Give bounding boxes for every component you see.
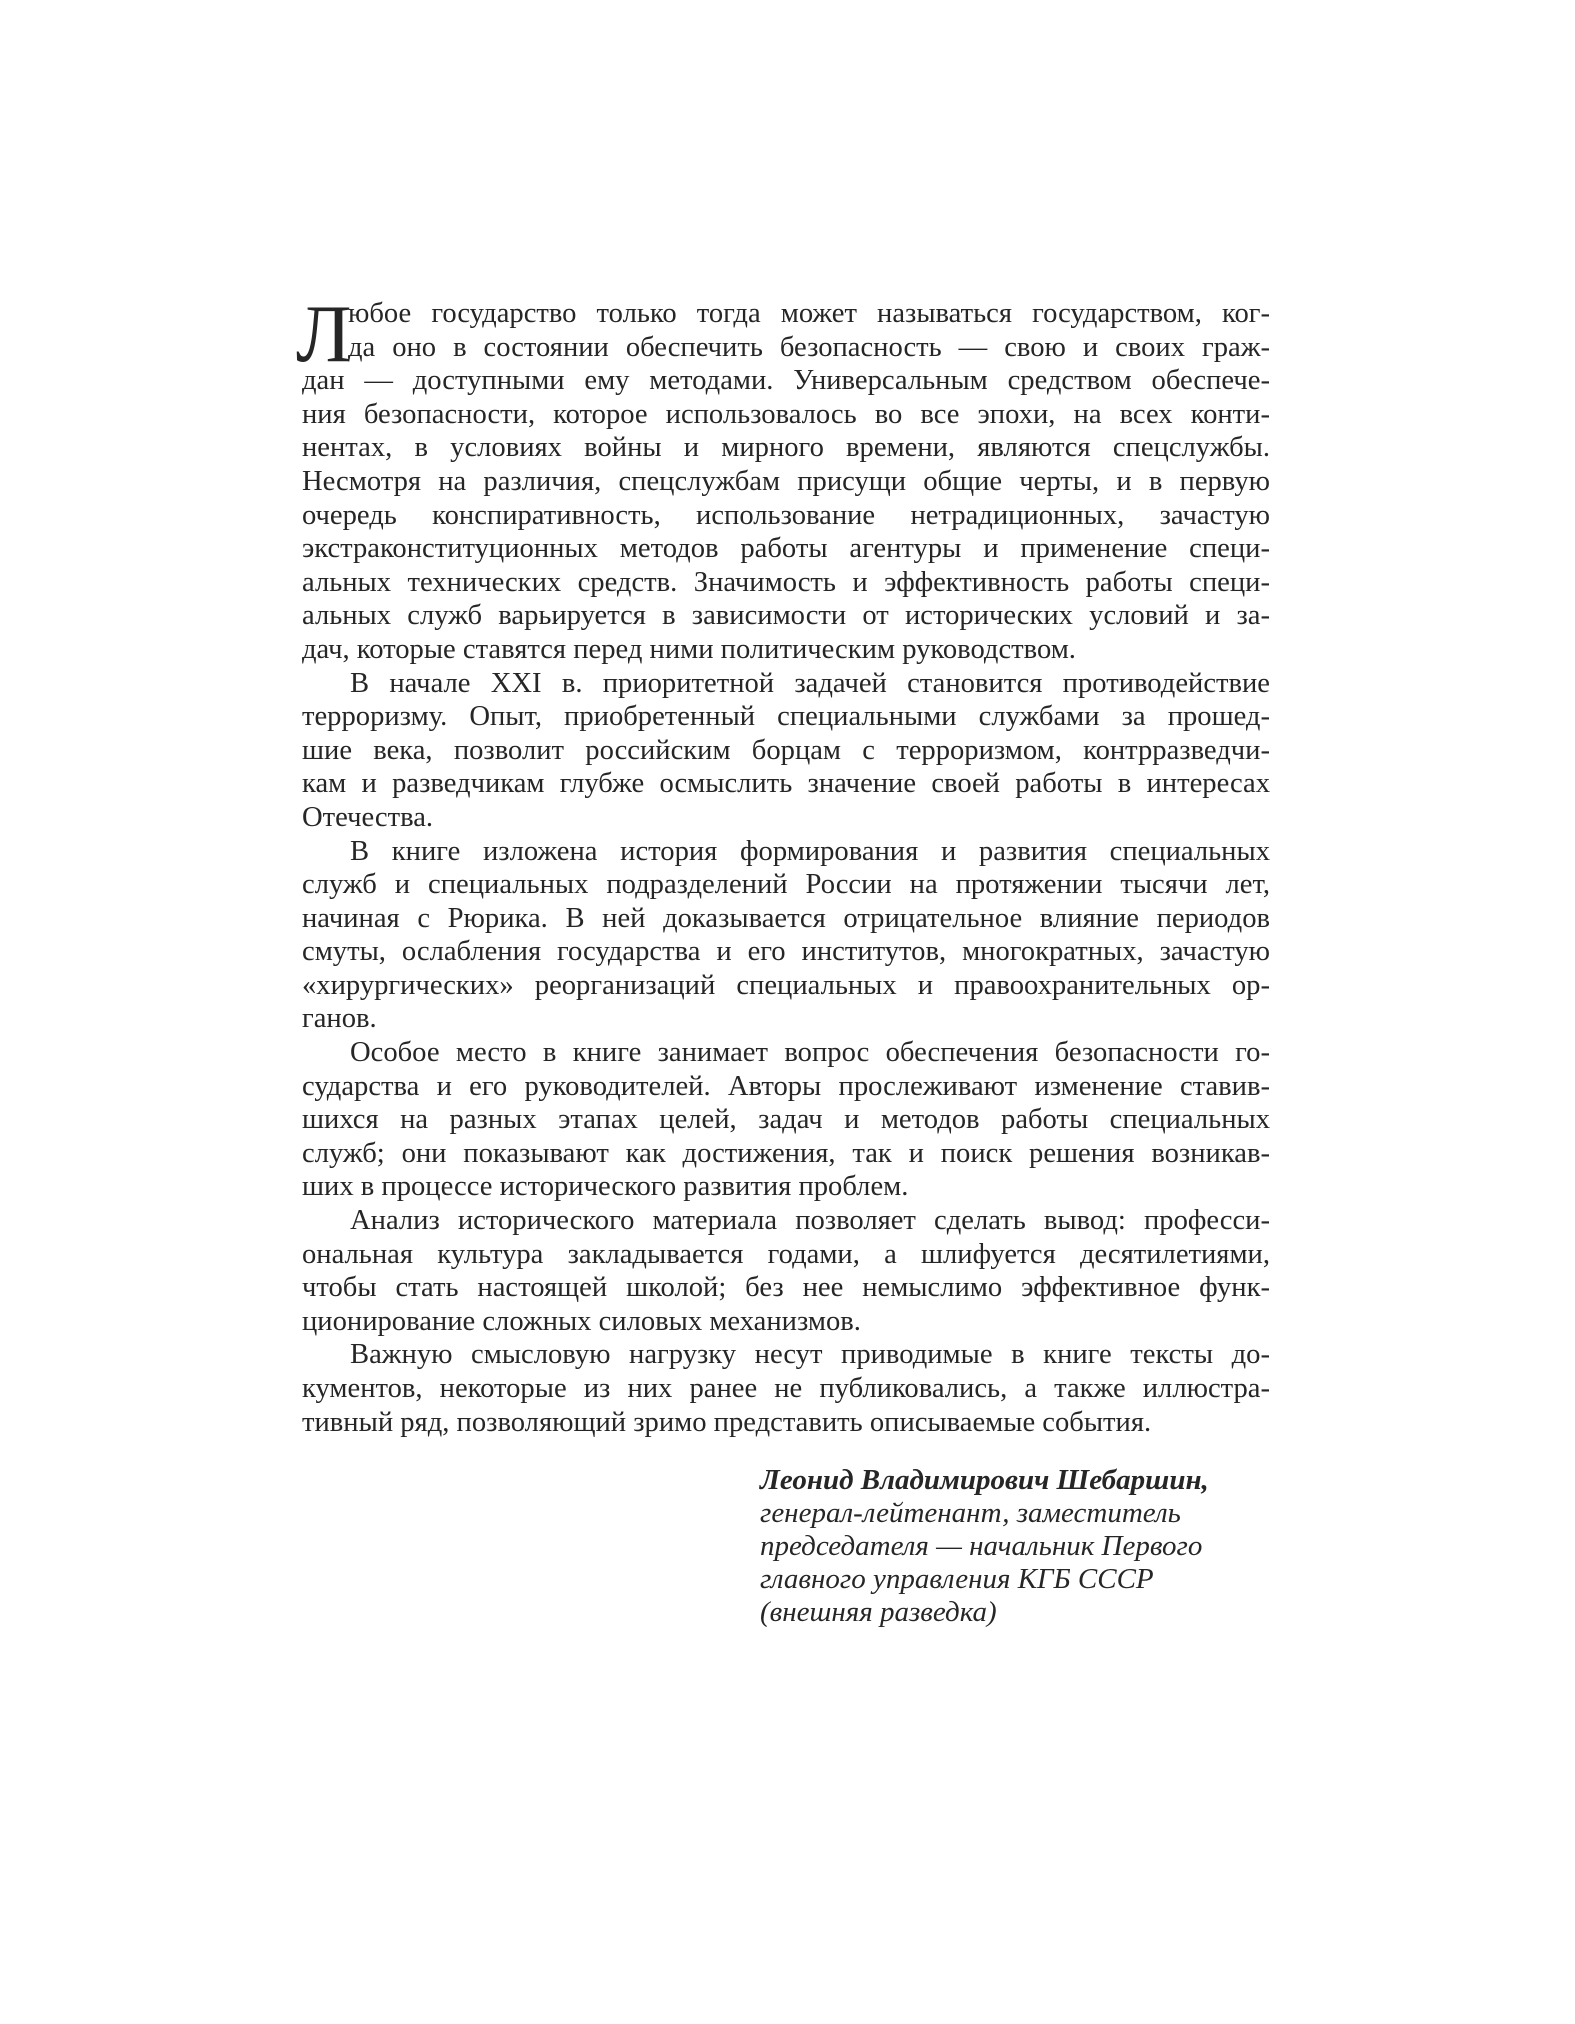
text-line: нентах, в условиях войны и мирного времени, являются спецслужбы. xyxy=(302,432,1270,464)
text-line: кументов, некоторые из них ранее не публиковались, а также иллюстра- xyxy=(302,1373,1270,1404)
text-line: «хирургических» реорганизаций специальных и правоохранительных ор- xyxy=(302,969,1270,1001)
paragraph-5 xyxy=(302,1204,1270,1338)
text-line: служб и специальных подразделений России на протяжении тысячи лет, xyxy=(302,869,1270,901)
text-line: ганов. xyxy=(302,1003,377,1035)
signature-title-line: главного управления КГБ СССР xyxy=(760,1563,1154,1595)
text-line: ционирование сложных силовых механизмов. xyxy=(302,1305,861,1337)
signature-title-line: (внешняя разведка) xyxy=(760,1596,997,1628)
text-line: дач, которые ставятся перед ними политическим руководством. xyxy=(302,633,1076,665)
text-line: чтобы стать настоящей школой; без нее немыслимо эффективное функ- xyxy=(302,1272,1270,1304)
signature-title-line: председателя — начальник Первого xyxy=(760,1530,1203,1562)
paragraph-6 xyxy=(302,1338,1270,1439)
drop-cap: Л xyxy=(296,288,352,379)
body-text xyxy=(296,288,1270,1439)
text-line: юбое государство только тогда может называться государством, ког- xyxy=(348,298,1270,329)
signature-block xyxy=(760,1464,1280,1629)
text-line: В книге изложена история формирования и развития специальных xyxy=(350,835,1270,867)
text-line: ния безопасности, которое использовалось во все эпохи, на всех конти- xyxy=(302,398,1270,430)
text-line: ональная культура закладывается годами, а шлифуется десятилетиями, xyxy=(302,1238,1270,1270)
text-line: Особое место в книге занимает вопрос обеспечения безопасности го- xyxy=(350,1037,1270,1069)
text-line: ших в процессе исторического развития проблем. xyxy=(302,1171,909,1203)
paragraph-2 xyxy=(302,667,1270,835)
text-line: тивный ряд, позволяющий зримо представить описываемые события. xyxy=(302,1406,1152,1438)
text-line: Отечества. xyxy=(302,801,434,833)
paragraph-4 xyxy=(302,1036,1270,1204)
text-line: Несмотря на различия, спецслужбам присущи общие черты, и в первую xyxy=(302,465,1270,497)
text-line: альных технических средств. Значимость и эффективность работы специ- xyxy=(302,566,1270,598)
text-line: экстраконституционных методов работы агентуры и применение специ- xyxy=(302,533,1270,565)
text-line: да оно в состоянии обеспечить безопасность — свою и своих граж- xyxy=(348,331,1270,363)
text-line: смуты, ослабления государства и его институтов, многократных, зачастую xyxy=(302,936,1270,968)
text-line: Анализ исторического материала позволяет сделать вывод: професси- xyxy=(350,1205,1270,1237)
text-line: начиная с Рюрика. В ней доказывается отрицательное влияние периодов xyxy=(302,902,1270,934)
paragraph-1 xyxy=(302,297,1270,667)
paragraph-3 xyxy=(302,835,1270,1037)
text-line: очередь конспиративность, использование нетрадиционных, зачастую xyxy=(302,499,1270,531)
text-line: дан — доступными ему методами. Универсальным средством обеспече- xyxy=(302,365,1270,397)
text-line: шихся на разных этапах целей, задач и методов работы специальных xyxy=(302,1104,1270,1136)
signature-title-line: генерал-лейтенант, заместитель xyxy=(760,1497,1181,1529)
text-line: альных служб варьируется в зависимости от исторических условий и за- xyxy=(302,600,1270,632)
text-line: Важную смысловую нагрузку несут приводимые в книге тексты до- xyxy=(350,1339,1270,1371)
signature-author: Леонид Владимирович Шебаршин, xyxy=(760,1464,1209,1496)
text-line: шие века, позволит российским борцам с терроризмом, контрразведчи- xyxy=(302,734,1270,766)
text-line: сударства и его руководителей. Авторы прослеживают изменение ставив- xyxy=(302,1070,1270,1102)
text-line: служб; они показывают как достижения, так и поиск решения возникав- xyxy=(302,1137,1270,1169)
text-line: кам и разведчикам глубже осмыслить значение своей работы в интересах xyxy=(302,768,1270,800)
text-line: терроризму. Опыт, приобретенный специальными службами за прошед- xyxy=(302,701,1270,733)
text-line: В начале XXI в. приоритетной задачей становится противодействие xyxy=(350,667,1270,699)
